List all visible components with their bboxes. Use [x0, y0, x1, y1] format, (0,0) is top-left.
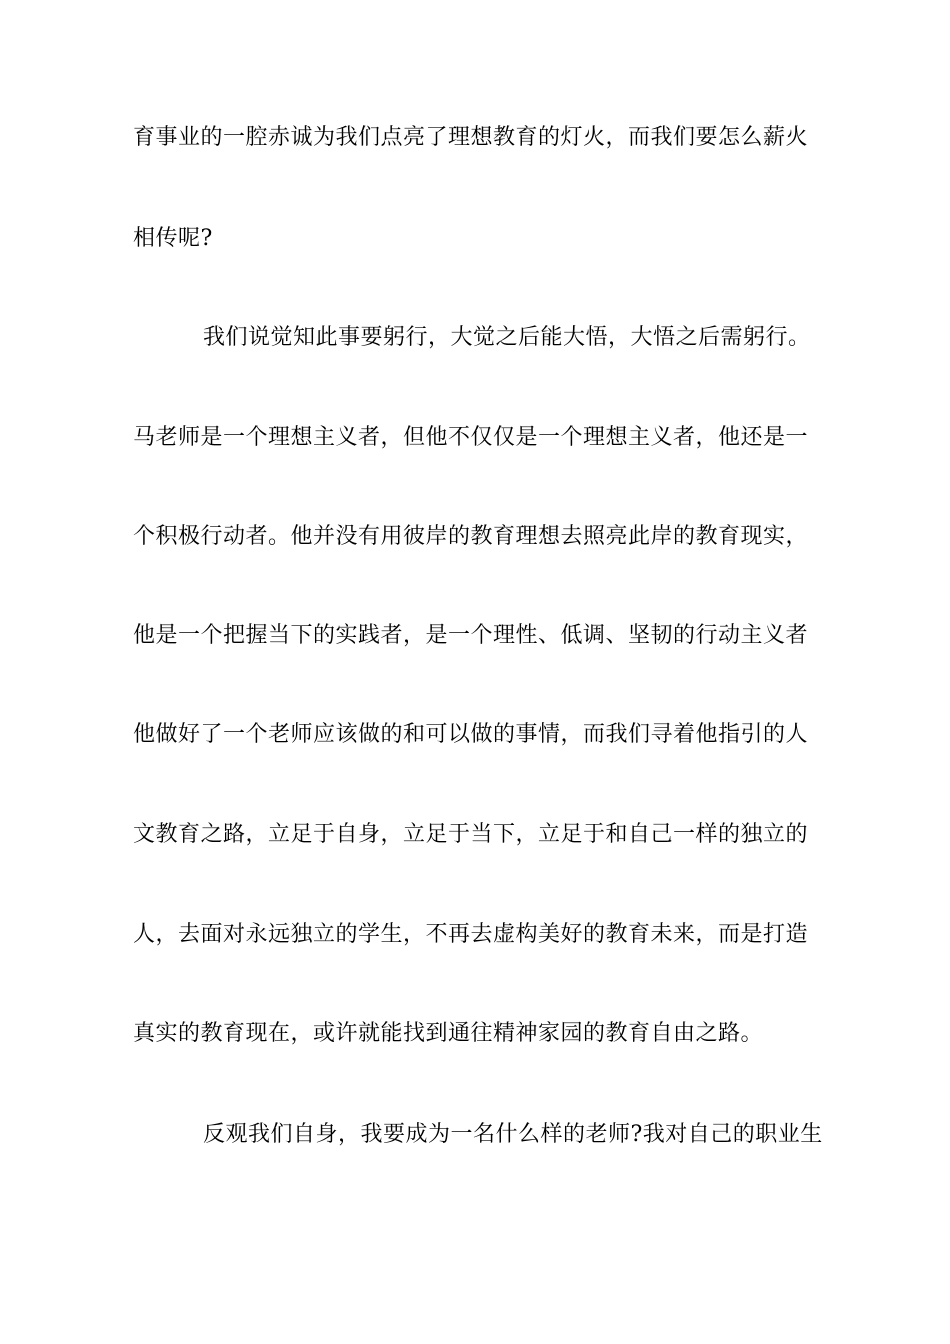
text-line-3: 我们说觉知此事要躬行，大觉之后能大悟，大悟之后需躬行。: [203, 325, 811, 350]
text-line-8: 文教育之路，立足于自身，立足于当下，立足于和自己一样的独立的: [133, 822, 809, 847]
text-line-9: 人，去面对永远独立的学生，不再去虚构美好的教育未来，而是打造: [133, 922, 809, 947]
text-line-10: 真实的教育现在，或许就能找到通往精神家园的教育自由之路。: [133, 1021, 764, 1046]
text-line-5: 个积极行动者。他并没有用彼岸的教育理想去照亮此岸的教育现实，: [133, 524, 809, 549]
text-line-6: 他是一个把握当下的实践者，是一个理性、低调、坚韧的行动主义者: [133, 623, 809, 648]
text-line-1: 育事业的一腔赤诚为我们点亮了理想教育的灯火，而我们要怎么薪火: [133, 125, 809, 150]
text-line-7: 他做好了一个老师应该做的和可以做的事情，而我们寻着他指引的人: [133, 722, 809, 747]
text-line-4: 马老师是一个理想主义者，但他不仅仅是一个理想主义者，他还是一: [133, 425, 809, 450]
text-line-11: 反观我们自身，我要成为一名什么样的老师?我对自己的职业生: [203, 1122, 823, 1147]
text-line-2: 相传呢?: [133, 226, 213, 251]
